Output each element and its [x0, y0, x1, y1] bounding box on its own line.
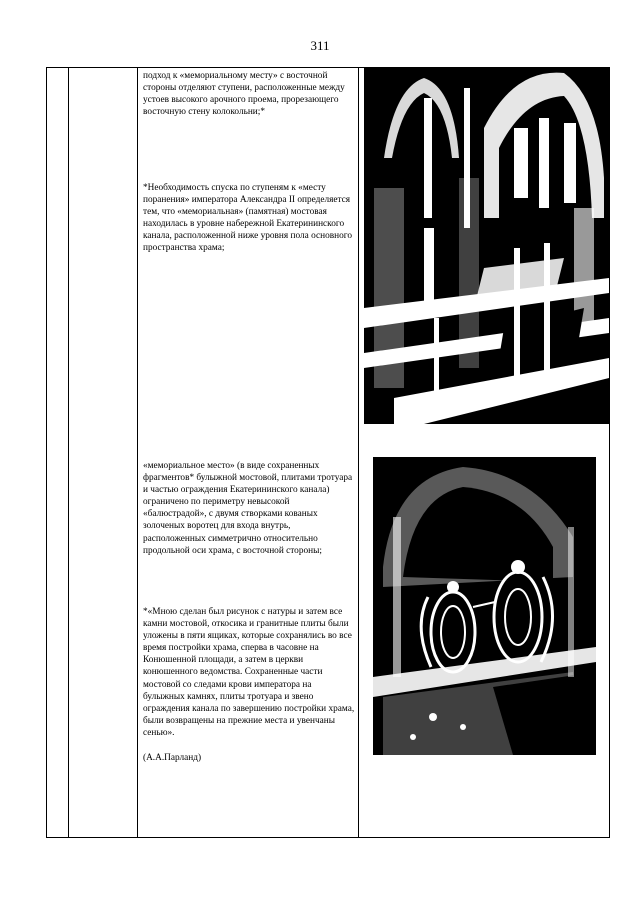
church-interior-photo [364, 68, 609, 424]
wrought-iron-gates-photo [373, 457, 596, 755]
column-divider-2 [137, 68, 138, 837]
text-para-descent-note: *Необходимость спуска по ступеням к «месту поранения» императора Александра II определяется тем, что «мемориальная» (памятная) мостовая находилась в уровне набережной Екатерининского канала, расположенной ниже уровня пола основного пространства храма; [143, 183, 352, 254]
page-number: 311 [310, 38, 330, 53]
column-divider-1 [68, 68, 69, 837]
column-divider-3 [358, 68, 359, 837]
text-para-memorial-place: «мемориальное место» (в виде сохраненных фрагментов* булыжной мостовой, плитами тротуара и частью ограждения Екатерининского канала) ограничено по периметру невысокой «балюстрадой», с двумя створками кованых золоченых воротец для входа внутрь, расположенных симметрично относительно продольной оси храма, с восточной стороны; [143, 461, 353, 556]
text-para-author: (А.А.Парланд) [143, 753, 202, 763]
text-para-parland-quote: *«Мною сделан был рисунок с натуры и затем все камни мостовой, откосика и гранитные плиты были уложены в пяти ящиках, которые сохранялись во все время постройки храма, сперва в часовне на Конюшенной площади, а затем в церкви конюшенного ведомства. Сохраненные части мостовой со следами крови императора на булыжных камнях, плиты тротуара и звено ограждения канала по завершению постройки храма, были возвращены на прежние места и увенчаны сенью». [143, 607, 355, 738]
text-para-stairs: подход к «мемориальному месту» с восточной стороны отделяют ступени, расположенные между устоев высокого арочного проема, прорезающего восточную стену колокольни;* [143, 71, 345, 118]
